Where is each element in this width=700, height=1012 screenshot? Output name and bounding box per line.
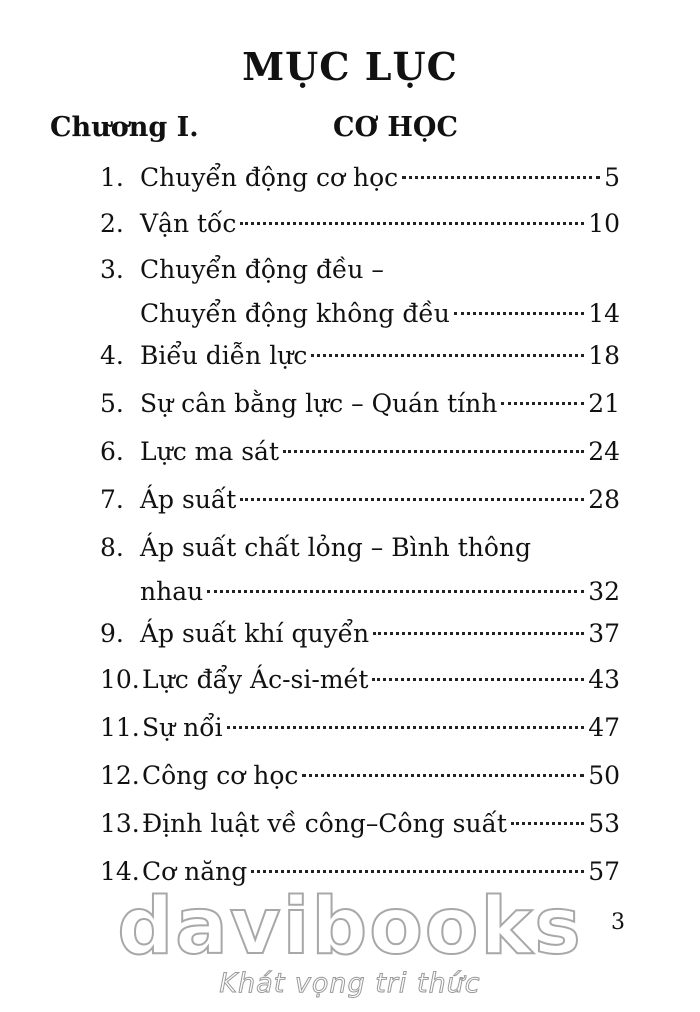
toc-entry-page: 28 bbox=[588, 485, 620, 514]
dot-leader bbox=[372, 678, 584, 681]
toc-entry-title-continued: Chuyển động không đều bbox=[140, 299, 450, 328]
toc-entry-title: Sự cân bằng lực – Quán tính bbox=[140, 389, 498, 418]
toc-entry-page: 47 bbox=[588, 713, 620, 742]
chapter-title: CƠ HỌC bbox=[333, 112, 458, 143]
dot-leader bbox=[311, 354, 584, 357]
dot-leader bbox=[402, 176, 600, 179]
toc-entry-number: 11. bbox=[100, 713, 140, 742]
toc-entry-number: 14. bbox=[100, 857, 140, 886]
toc-entry-page: 5 bbox=[604, 163, 620, 192]
chapter-number: Chương I. bbox=[50, 112, 199, 143]
toc-entry-title: Công cơ học bbox=[142, 761, 299, 790]
toc-entry-title: Áp suất bbox=[140, 485, 237, 514]
toc-entry-number: 8. bbox=[100, 533, 124, 562]
toc-entry-page: 24 bbox=[588, 437, 620, 466]
dot-leader bbox=[240, 222, 584, 225]
toc-entry-page: 43 bbox=[588, 665, 620, 694]
toc-entry bbox=[100, 708, 620, 748]
toc-entry-page: 57 bbox=[588, 857, 620, 886]
toc-entry-page: 50 bbox=[588, 761, 620, 790]
toc-entry-page: 18 bbox=[588, 341, 620, 370]
toc-entry bbox=[100, 384, 620, 424]
page-number: 3 bbox=[611, 910, 625, 935]
toc-entry bbox=[100, 660, 620, 700]
dot-leader bbox=[511, 822, 584, 825]
dot-leader bbox=[240, 498, 584, 501]
toc-entry-title: Sự nổi bbox=[142, 713, 223, 742]
toc-entry-title-continued: nhau bbox=[140, 577, 204, 606]
toc-entry-number: 13. bbox=[100, 809, 140, 838]
toc-entry bbox=[100, 158, 620, 198]
dot-leader bbox=[454, 312, 584, 315]
dot-leader bbox=[501, 402, 584, 405]
page-title: MỤC LỤC bbox=[242, 44, 458, 89]
toc-entry-title: Lực đẩy Ác-si-mét bbox=[142, 665, 369, 694]
toc-entry-title: Biểu diễn lực bbox=[140, 341, 308, 370]
toc-entry-number: 1. bbox=[100, 163, 124, 192]
dot-leader bbox=[207, 590, 584, 593]
toc-entry-page: 10 bbox=[588, 209, 620, 238]
toc-entry-number: 7. bbox=[100, 485, 124, 514]
toc-entry-page: 14 bbox=[588, 299, 620, 328]
toc-entry-number: 5. bbox=[100, 389, 124, 418]
toc-entry bbox=[100, 756, 620, 796]
toc-entry-number: 6. bbox=[100, 437, 124, 466]
toc-entry-title: Chuyển động đều – bbox=[140, 255, 384, 284]
toc-entry-number: 10. bbox=[100, 665, 140, 694]
watermark-brand: davibooks bbox=[117, 882, 583, 972]
toc-entry-title: Định luật về công–Công suất bbox=[142, 809, 507, 838]
dot-leader bbox=[302, 774, 584, 777]
toc-entry bbox=[100, 480, 620, 520]
dot-leader bbox=[373, 632, 584, 635]
toc-entry-number: 12. bbox=[100, 761, 140, 790]
toc-entry-page: 21 bbox=[588, 389, 620, 418]
toc-entry-title: Áp suất khí quyển bbox=[140, 619, 370, 648]
watermark-tagline: Khát vọng tri thức bbox=[219, 968, 481, 999]
toc-entry-title: Áp suất chất lỏng – Bình thông bbox=[140, 533, 532, 562]
toc-entry-title: Cơ năng bbox=[142, 857, 248, 886]
toc-entry bbox=[100, 804, 620, 844]
toc-entry-title: Vận tốc bbox=[140, 209, 237, 238]
toc-entry-page: 37 bbox=[588, 619, 620, 648]
toc-entry bbox=[100, 336, 620, 376]
toc-entry-title: Lực ma sát bbox=[140, 437, 279, 466]
toc-entry-number: 2. bbox=[100, 209, 124, 238]
toc-entry bbox=[100, 204, 620, 244]
toc-entry-number: 3. bbox=[100, 255, 124, 284]
dot-leader bbox=[227, 726, 585, 729]
toc-entry bbox=[100, 614, 620, 654]
dot-leader bbox=[251, 870, 584, 873]
toc-entry-page: 32 bbox=[588, 577, 620, 606]
toc-entry-title: Chuyển động cơ học bbox=[140, 163, 399, 192]
toc-entry-number: 4. bbox=[100, 341, 124, 370]
toc-entry bbox=[100, 432, 620, 472]
toc-entry bbox=[100, 250, 620, 328]
toc-entry-page: 53 bbox=[588, 809, 620, 838]
toc-entry bbox=[100, 528, 620, 606]
toc-entry-number: 9. bbox=[100, 619, 124, 648]
dot-leader bbox=[283, 450, 584, 453]
